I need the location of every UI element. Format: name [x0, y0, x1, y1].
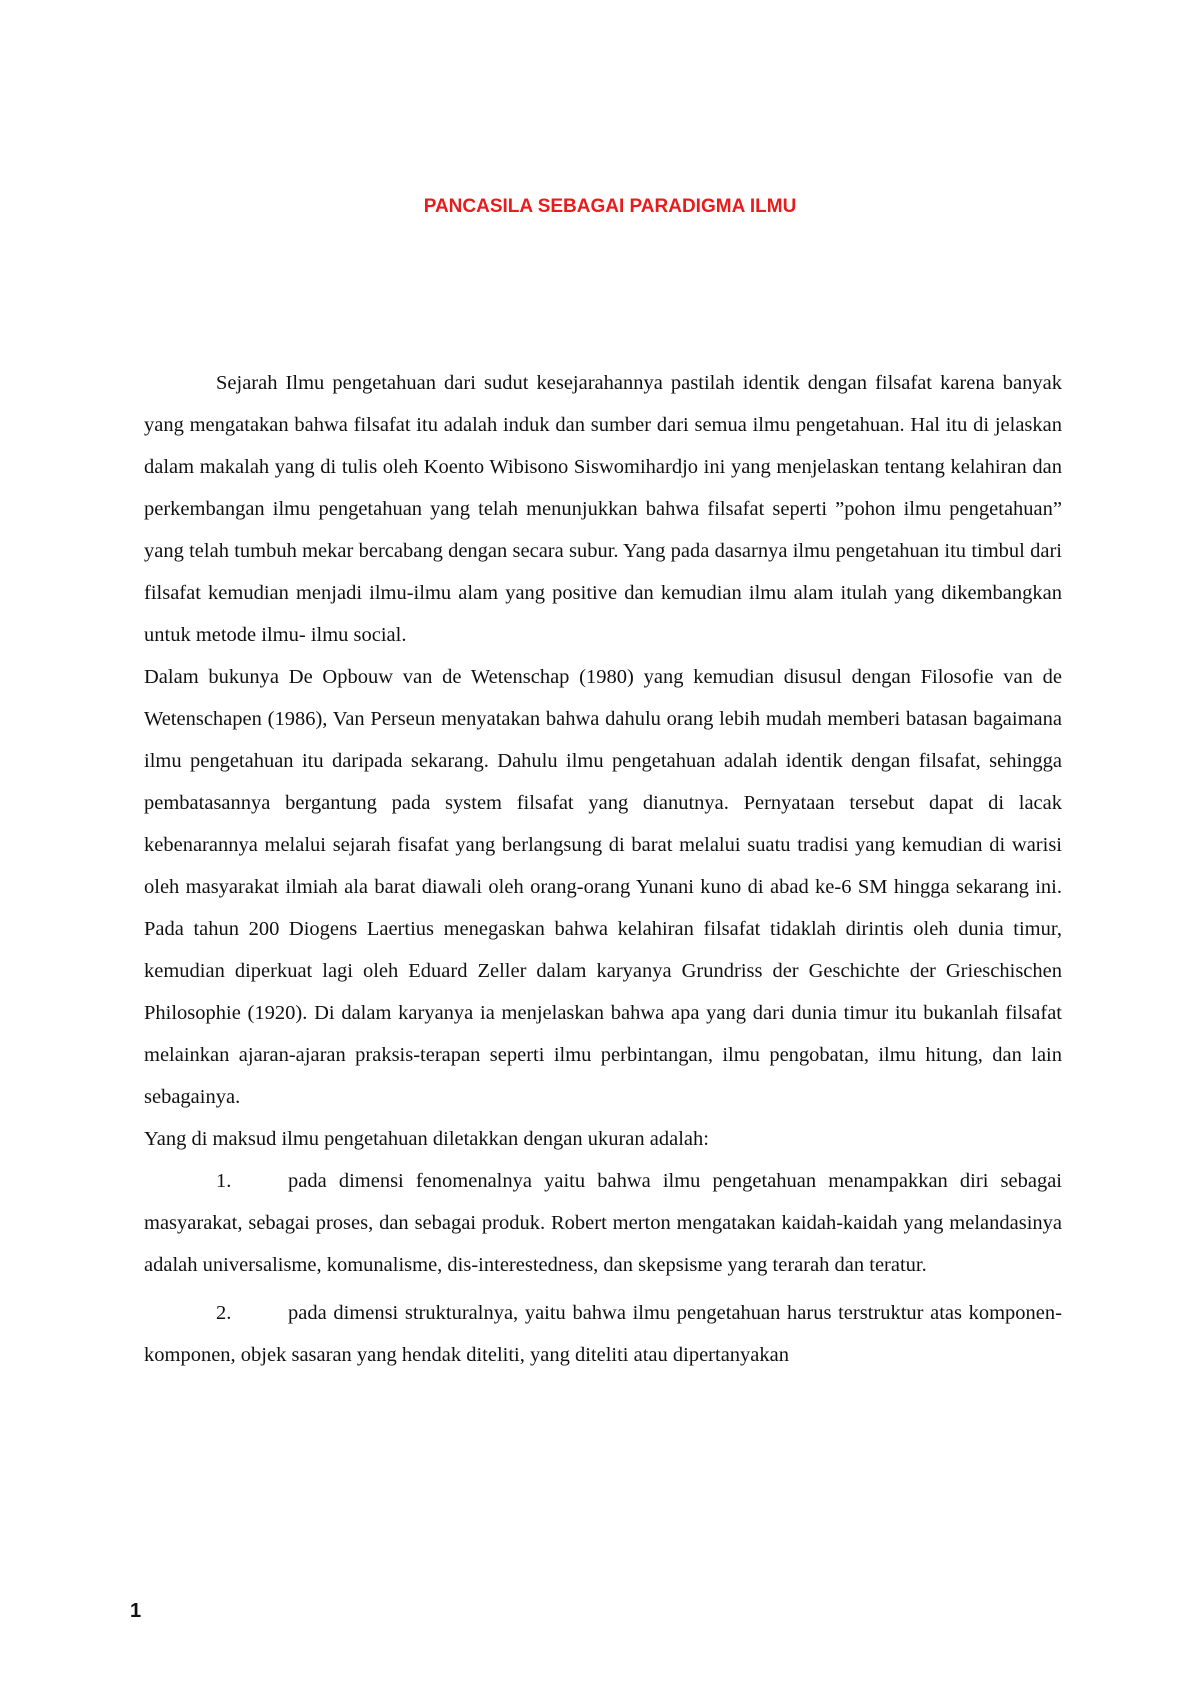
document-body — [144, 362, 1062, 1376]
page-number: 1 — [130, 1600, 142, 1622]
list-item — [144, 1292, 1062, 1376]
list-item-number: 2. — [216, 1302, 232, 1324]
paragraph-history: Dalam bukunya De Opbouw van de Wetenschap (1980) yang kemudian disusul dengan Filosofie van de Wetenschapen (1986), Van Perseun menyatakan bahwa dahulu orang lebih mudah memberi batasan bagaimana ilmu pengetahuan itu daripada sekarang. Dahulu ilmu pengetahuan adalah identik dengan filsafat, sehingga pembatasannya bergantung pada system filsafat yang dianutnya. Pernyataan tersebut dapat di lacak kebenarannya melalui sejarah fisafat yang berlangsung di barat melalui suatu tradisi yang kemudian di warisi oleh masyarakat ilmiah ala barat diawali oleh orang-orang Yunani kuno di abad ke-6 SM hingga sekarang ini. Pada tahun 200 Diogens Laertius menegaskan bahwa kelahiran filsafat tidaklah dirintis oleh dunia timur, kemudian diperkuat lagi oleh Eduard Zeller dalam karyanya Grundriss der Geschichte der Grieschischen Philosophie (1920). Di dalam karyanya ia menjelaskan bahwa apa yang dari dunia timur itu bukanlah filsafat melainkan ajaran-ajaran praksis-terapan seperti ilmu perbintangan, ilmu pengobatan, ilmu hitung, dan lain sebagainya. — [144, 666, 1062, 1108]
list-item-text: pada dimensi fenomenalnya yaitu bahwa ilmu pengetahuan menampakkan diri sebagai masyarakat, sebagai proses, dan sebagai produk. Robert merton mengatakan kaidah-kaidah yang melandasinya adalah universalisme, komunalisme, dis-interestedness, dan skepsisme yang terarah dan teratur. — [144, 1170, 1062, 1276]
paragraph-criteria-intro: Yang di maksud ilmu pengetahuan diletakkan dengan ukuran adalah: — [144, 1128, 709, 1150]
list-item-text: pada dimensi strukturalnya, yaitu bahwa ilmu pengetahuan harus terstruktur atas komponen-komponen, objek sasaran yang hendak diteliti, yang diteliti atau dipertanyakan — [144, 1302, 1062, 1366]
list-item-number: 1. — [216, 1170, 232, 1192]
list-item — [144, 1160, 1062, 1286]
page-title: PANCASILA SEBAGAI PARADIGMA ILMU — [423, 196, 797, 217]
paragraph-intro: Sejarah Ilmu pengetahuan dari sudut kesejarahannya pastilah identik dengan filsafat karena banyak yang mengatakan bahwa filsafat itu adalah induk dan sumber dari semua ilmu pengetahuan. Hal itu di jelaskan dalam makalah yang di tulis oleh Koento Wibisono Siswomihardjo ini yang menjelaskan tentang kelahiran dan perkembangan ilmu pengetahuan yang telah menunjukkan bahwa filsafat seperti ”pohon ilmu pengetahuan” yang telah tumbuh mekar bercabang dengan secara subur. Yang pada dasarnya ilmu pengetahuan itu timbul dari filsafat kemudian menjadi ilmu-ilmu alam yang positive dan kemudian ilmu alam itulah yang dikembangkan untuk metode ilmu- ilmu social. — [144, 372, 1062, 646]
